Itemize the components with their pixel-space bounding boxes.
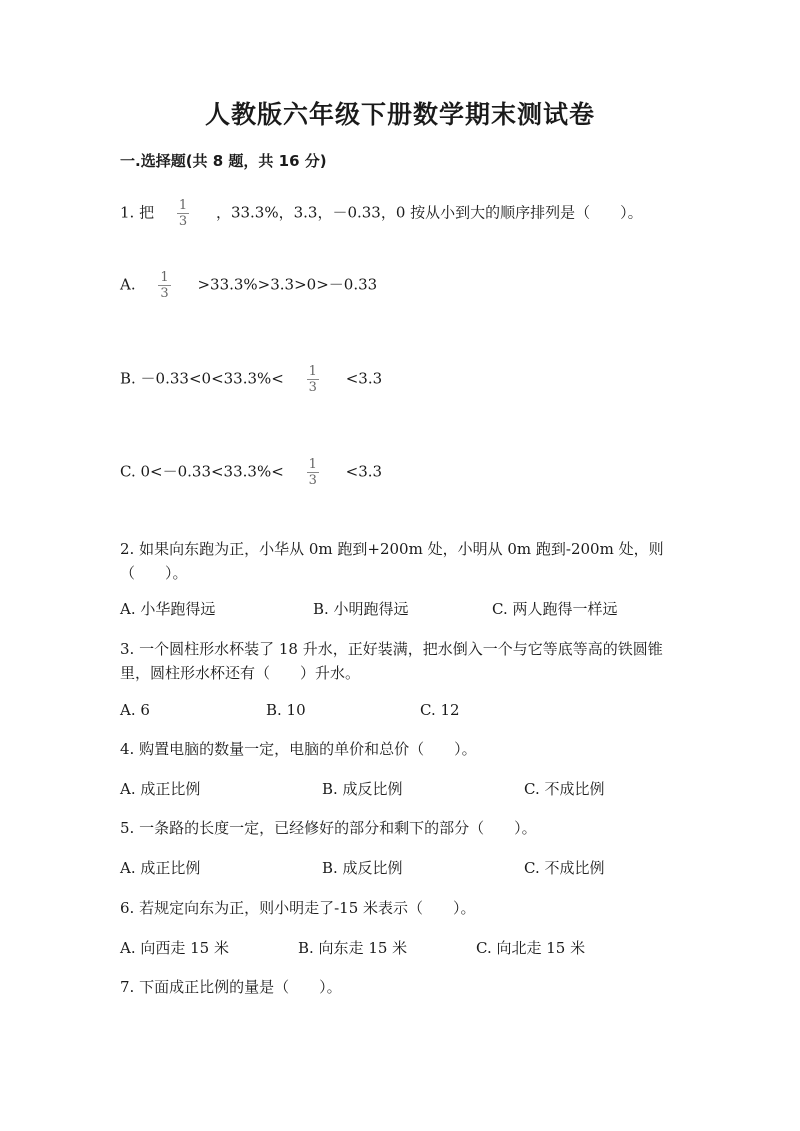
question-4-option-a[interactable]: A. 成正比例: [120, 780, 201, 798]
question-1-option-a[interactable]: [120, 270, 377, 301]
question-7: 7. 下面成正比例的量是（ ）。: [120, 978, 342, 996]
question-6-option-b[interactable]: B. 向东走 15 米: [298, 939, 408, 957]
question-2-option-c[interactable]: C. 两人跑得一样远: [492, 600, 618, 618]
question-3-option-c[interactable]: C. 12: [420, 701, 460, 719]
option-c-pre: C. 0<－0.33<33.3%<: [120, 462, 284, 481]
question-2: 2. 如果向东跑为正，小华从 0m 跑到+200m 处，小明从 0m 跑到-200m 处，则（ ）。: [120, 540, 664, 582]
question-1-option-b[interactable]: [120, 364, 382, 395]
question-6-option-c[interactable]: C. 向北走 15 米: [476, 939, 586, 957]
question-3: 3. 一个圆柱形水杯装了 18 升水，正好装满，把水倒入一个与它等底等高的铁圆锥里，圆柱形水杯还有（ ）升水。: [120, 640, 663, 682]
fraction-one-third: [307, 457, 319, 488]
question-4: 4. 购置电脑的数量一定，电脑的单价和总价（ ）。: [120, 740, 477, 758]
fraction-denominator: 3: [308, 473, 317, 488]
fraction-numerator: 1: [160, 270, 169, 285]
question-5-option-c[interactable]: C. 不成比例: [524, 859, 605, 877]
option-c-post: <3.3: [345, 462, 383, 481]
question-2-option-b[interactable]: B. 小明跑得远: [313, 600, 409, 618]
question-3-option-b[interactable]: B. 10: [266, 701, 306, 719]
question-1-rest: ，33.3%，3.3，－0.33，0 按从小到大的顺序排列是（ ）。: [215, 203, 643, 222]
question-2-option-a[interactable]: A. 小华跑得远: [120, 600, 216, 618]
fraction-one-third: [307, 364, 319, 395]
question-4-option-b[interactable]: B. 成反比例: [322, 780, 403, 798]
option-a-text: >33.3%>3.3>0>－0.33: [197, 275, 378, 294]
section-heading: 一.选择题(共 8 题，共 16 分): [120, 152, 327, 170]
option-a-label: A.: [120, 275, 136, 294]
fraction-denominator: 3: [308, 380, 317, 395]
option-b-pre: B. －0.33<0<33.3%<: [120, 369, 284, 388]
fraction-numerator: 1: [308, 457, 317, 472]
fraction-one-third: [158, 270, 170, 301]
option-b-post: <3.3: [345, 369, 383, 388]
fraction-numerator: 1: [308, 364, 317, 379]
question-5: 5. 一条路的长度一定，已经修好的部分和剩下的部分（ ）。: [120, 819, 537, 837]
question-6-option-a[interactable]: A. 向西走 15 米: [120, 939, 229, 957]
page-title: 人教版六年级下册数学期末测试卷: [204, 100, 595, 129]
question-5-option-b[interactable]: B. 成反比例: [322, 859, 403, 877]
question-1-option-c[interactable]: [120, 457, 382, 488]
fraction-denominator: 3: [160, 286, 169, 301]
fraction-denominator: 3: [178, 214, 188, 229]
question-1: [120, 198, 643, 229]
fraction-numerator: 1: [178, 198, 188, 213]
question-3-option-a[interactable]: A. 6: [120, 701, 150, 719]
question-1-lead: 1. 把: [120, 203, 155, 222]
question-5-option-a[interactable]: A. 成正比例: [120, 859, 201, 877]
question-4-option-c[interactable]: C. 不成比例: [524, 780, 605, 798]
fraction-one-third: [177, 198, 189, 229]
question-6: 6. 若规定向东为正，则小明走了-15 米表示（ ）。: [120, 899, 476, 917]
